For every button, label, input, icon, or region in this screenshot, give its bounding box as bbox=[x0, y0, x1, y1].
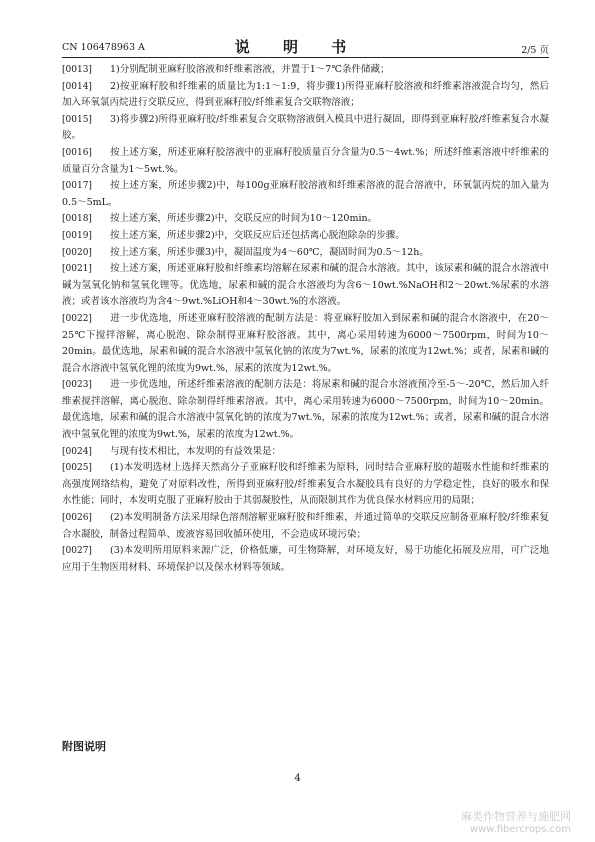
watermark-site-name: 麻类作物营养与施肥网 bbox=[461, 810, 571, 823]
description-body bbox=[62, 62, 549, 576]
paragraph-text: (1)本发明选材上选择天然高分子亚麻籽胶和纤维素为原料，同时结合亚麻籽胶的超吸水性能和纤维素的高强度网络结构，避免了对原料改性，所得到亚麻籽胶/纤维素复合水凝胶具有良好的力学稳定性，良好的吸水和保水性能；同时，本发明克服了亚麻籽胶由于其弱凝胶性，从而限制其作为优良保水材料应用的局限； bbox=[62, 462, 549, 507]
paragraph bbox=[62, 245, 549, 262]
paragraph bbox=[62, 112, 549, 145]
paragraph-text: (3)本发明所用原料来源广泛，价格低廉，可生物降解，对环境友好，易于功能化拓展及应用，可广泛地应用于生物医用材料、环境保护以及保水材料等领域。 bbox=[62, 545, 549, 573]
paragraph-number: [0027] bbox=[62, 546, 92, 557]
paragraph-text: 按上述方案，所述步骤2)中，每100g亚麻籽胶溶液和纤维素溶液的混合溶液中，环氧氯丙烷的加入量为0.5～5mL。 bbox=[62, 180, 549, 208]
paragraph-number: [0014] bbox=[62, 81, 92, 92]
paragraph-number: [0026] bbox=[62, 513, 92, 524]
paragraph-number: [0024] bbox=[62, 446, 92, 457]
paragraph bbox=[62, 543, 549, 576]
paragraph bbox=[62, 460, 549, 510]
paragraph-number: [0025] bbox=[62, 463, 92, 474]
paragraph bbox=[62, 62, 549, 79]
page-number: 4 bbox=[294, 773, 301, 784]
page-indicator: 2/5 页 bbox=[521, 45, 549, 56]
paragraph bbox=[62, 377, 549, 443]
paragraph-text: 按上述方案，所述步骤2)中，交联反应后还包括离心脱泡除杂的步骤。 bbox=[110, 229, 405, 241]
paragraph-text: 按上述方案，所述亚麻籽胶溶液中的亚麻籽胶质量百分含量为0.5～4wt.%；所述纤维素溶液中纤维素的质量百分含量为1～5wt.%。 bbox=[62, 146, 549, 175]
header-divider bbox=[62, 57, 549, 58]
paragraph-number: [0016] bbox=[62, 147, 92, 158]
paragraph-number: [0015] bbox=[62, 114, 92, 125]
paragraph bbox=[62, 261, 549, 311]
watermark-url: www.fibercrops.com bbox=[469, 824, 571, 835]
paragraph-number: [0017] bbox=[62, 181, 92, 192]
paragraph bbox=[62, 211, 549, 228]
paragraph-text: 进一步优选地，所述亚麻籽胶溶液的配制方法是：将亚麻籽胶加入到尿素和碱的混合水溶液中，在20～25℃下搅拌溶解，离心脱泡、除杂制得亚麻籽胶溶液。其中，离心采用转速为6000～7500rpm，时间为10～20min。最优选地，尿素和碱的混合水溶液中氢氧化钠的浓度为7wt.%，尿素的浓度为12wt.%；或者，尿素和碱的混合水溶液中氢氧化锂的浓度为9wt.%，尿素的浓度为12wt.%。 bbox=[62, 312, 549, 374]
paragraph bbox=[62, 178, 549, 211]
paragraph-text: 1)分别配制亚麻籽胶溶液和纤维素溶液，并置于1～7℃条件储藏； bbox=[110, 64, 390, 75]
page-title: 说 明 书 bbox=[234, 38, 361, 56]
section-heading: 附图说明 bbox=[62, 740, 106, 753]
paragraph-number: [0013] bbox=[62, 65, 92, 75]
paragraph bbox=[62, 510, 549, 543]
paragraph bbox=[62, 444, 549, 461]
paragraph-number: [0022] bbox=[62, 313, 92, 324]
patent-number: CN 106478963 A bbox=[62, 42, 145, 53]
paragraph-text: (2)本发明制备方法采用绿色溶剂溶解亚麻籽胶和纤维素，并通过简单的交联反应制备亚麻籽胶/纤维素复合水凝胶，制备过程简单、废液容易回收循环使用，不会造成环境污染； bbox=[62, 512, 549, 540]
paragraph-text: 2)按亚麻籽胶和纤维素的质量比为1:1～1:9，将步骤1)所得亚麻籽胶溶液和纤维素溶液混合均匀，然后加入环氧氯丙烷进行交联反应，得到亚麻籽胶/纤维素复合交联物溶液； bbox=[62, 80, 549, 109]
paragraph-text: 3)将步骤2)所得亚麻籽胶/纤维素复合交联物溶液倒入模具中进行凝固，即得到亚麻籽胶/纤维素复合水凝胶。 bbox=[62, 113, 549, 142]
paragraph bbox=[62, 145, 549, 178]
paragraph-text: 进一步优选地，所述纤维素溶液的配制方法是：将尿素和碱的混合水溶液预冷至-5～-20℃，然后加入纤维素搅拌溶解，离心脱泡、除杂制得纤维素溶液。其中，离心采用转速为6000～7500rpm，时间为10～20min。最优选地，尿素和碱的混合水溶液中氢氧化钠的浓度为7wt.%，尿素的浓度为12wt.%；或者，尿素和碱的混合水溶液中氢氧化锂的浓度为9wt.%，尿素的浓度为12wt.%。 bbox=[62, 379, 549, 441]
paragraph bbox=[62, 228, 549, 245]
paragraph-text: 按上述方案，所述步骤3)中，凝固温度为4～60℃，凝固时间为0.5～12h。 bbox=[110, 246, 429, 258]
paragraph-number: [0018] bbox=[62, 214, 92, 225]
paragraph-number: [0020] bbox=[62, 247, 92, 258]
paragraph bbox=[62, 311, 549, 377]
paragraph-text: 按上述方案，所述步骤2)中，交联反应的时间为10～120min。 bbox=[110, 213, 378, 225]
paragraph-number: [0021] bbox=[62, 264, 92, 275]
paragraph-text: 与现有技术相比，本发明的有益效果是： bbox=[110, 445, 282, 457]
paragraph-number: [0019] bbox=[62, 230, 92, 241]
paragraph-number: [0023] bbox=[62, 380, 92, 391]
paragraph bbox=[62, 79, 549, 112]
paragraph-text: 按上述方案，所述亚麻籽胶和纤维素均溶解在尿素和碱的混合水溶液。其中，该尿素和碱的混合水溶液中碱为氢氧化钠和氢氧化锂等。优选地，尿素和碱的混合水溶液均为含6～10wt.%NaOH和2～20wt.%尿素的水溶液；或者该水溶液均为含4～9wt.%LiOH和4～30wt.%的水溶液。 bbox=[62, 263, 549, 308]
